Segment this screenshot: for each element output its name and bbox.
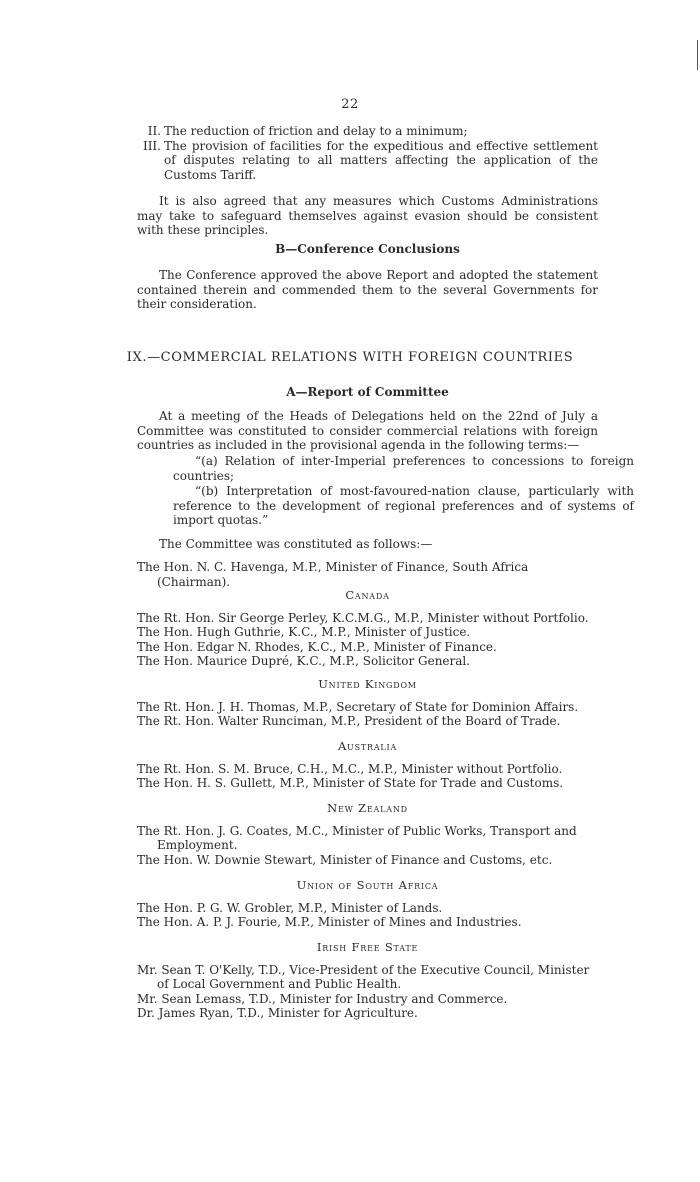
country-heading: Canada <box>345 588 390 602</box>
subsection-heading-b: B—Conference Conclusions <box>275 242 460 256</box>
section-heading-ix: IX.—COMMERCIAL RELATIONS WITH FOREIGN COUNTRIES <box>126 350 574 365</box>
delegation-irish-free-state <box>137 940 598 1021</box>
member-entry: Mr. Sean T. O'Kelly, T.D., Vice-President of the Executive Council, Minister of Local Government and Public Health. <box>137 962 590 991</box>
member-entry: The Rt. Hon. Walter Runciman, M.P., President of the Board of Trade. <box>137 714 561 728</box>
subsection-heading-a: A—Report of Committee <box>286 385 449 399</box>
member-entry: The Hon. H. S. Gullett, M.P., Minister of State for Trade and Customs. <box>137 776 564 790</box>
page-edge-mark <box>697 40 698 70</box>
principle-text: The reduction of friction and delay to a minimum; <box>164 124 468 138</box>
member-entry: The Rt. Hon. J. G. Coates, M.C., Minister of Public Works, Transport and Employment. <box>137 823 577 852</box>
country-heading: United Kingdom <box>318 677 417 691</box>
principle-text: The provision of facilities for the expeditious and effective settlement of disputes relating to all matters affecting the application of the Customs Tariff. <box>164 138 598 182</box>
country-heading: New Zealand <box>327 801 408 815</box>
member-entry: Mr. Sean Lemass, T.D., Minister for Industry and Commerce. <box>137 991 508 1006</box>
delegation-australia <box>137 739 598 791</box>
committee-intro-paragraph: At a meeting of the Heads of Delegations held on the 22nd of July a Committee was constituted to consider commercial relations with foreign countries as included in the provisional agenda in the following terms:— <box>137 409 598 452</box>
delegation-new-zealand <box>137 801 598 867</box>
member-entry: The Hon. P. G. W. Grobler, M.P., Minister of Lands. <box>137 900 443 915</box>
member-entry: The Hon. W. Downie Stewart, Minister of Finance and Customs, etc. <box>137 852 553 867</box>
principle-item <box>137 124 598 139</box>
member-entry: The Hon. Edgar N. Rhodes, K.C., M.P., Minister of Finance. <box>137 639 497 654</box>
principle-number: II. <box>147 124 161 138</box>
member-entry: Dr. James Ryan, T.D., Minister for Agriculture. <box>137 1006 418 1020</box>
delegation-canada <box>137 588 598 669</box>
member-entry: The Hon. Maurice Dupré, K.C., M.P., Solicitor General. <box>137 654 471 668</box>
member-entry: The Rt. Hon. S. M. Bruce, C.H., M.C., M.P., Minister without Portfolio. <box>137 761 563 776</box>
quote-term-a: “(a) Relation of inter-Imperial preferences to concessions to foreign countries; <box>173 454 634 483</box>
constitution-line: The Committee was constituted as follows:— <box>159 537 433 551</box>
member-entry: The Hon. Hugh Guthrie, K.C., M.P., Minister of Justice. <box>137 625 471 639</box>
delegation-united-kingdom <box>137 677 598 729</box>
country-heading: Irish Free State <box>316 940 419 954</box>
quote-term-b: “(b) Interpretation of most-favoured-nation clause, particularly with reference to the development of regional preferences and of systems of import quotas.” <box>173 484 634 527</box>
conference-conclusion-paragraph: The Conference approved the above Report and adopted the statement contained therein and commended them to the several Governments for their consideration. <box>137 268 598 311</box>
member-entry: The Rt. Hon. J. H. Thomas, M.P., Secretary of State for Dominion Affairs. <box>137 699 579 714</box>
principle-item <box>137 139 598 183</box>
member-entry: The Rt. Hon. Sir George Perley, K.C.M.G., M.P., Minister without Portfolio. <box>137 610 589 625</box>
member-entry: The Hon. A. P. J. Fourie, M.P., Minister of Mines and Industries. <box>137 915 522 929</box>
principle-number: III. <box>142 138 161 153</box>
page-number: 22 <box>341 97 359 112</box>
country-heading: Union of South Africa <box>296 878 439 892</box>
member-entry: The Hon. N. C. Havenga, M.P., Minister of Finance, South Africa (Chairman). <box>137 560 529 589</box>
country-heading: Australia <box>337 739 398 753</box>
principles-list <box>137 124 598 182</box>
delegation-south-africa <box>137 878 598 930</box>
agreement-paragraph: It is also agreed that any measures which Customs Administrations may take to safeguard themselves against evasion should be consistent with these principles. <box>137 194 598 237</box>
chairman-line <box>137 560 598 589</box>
